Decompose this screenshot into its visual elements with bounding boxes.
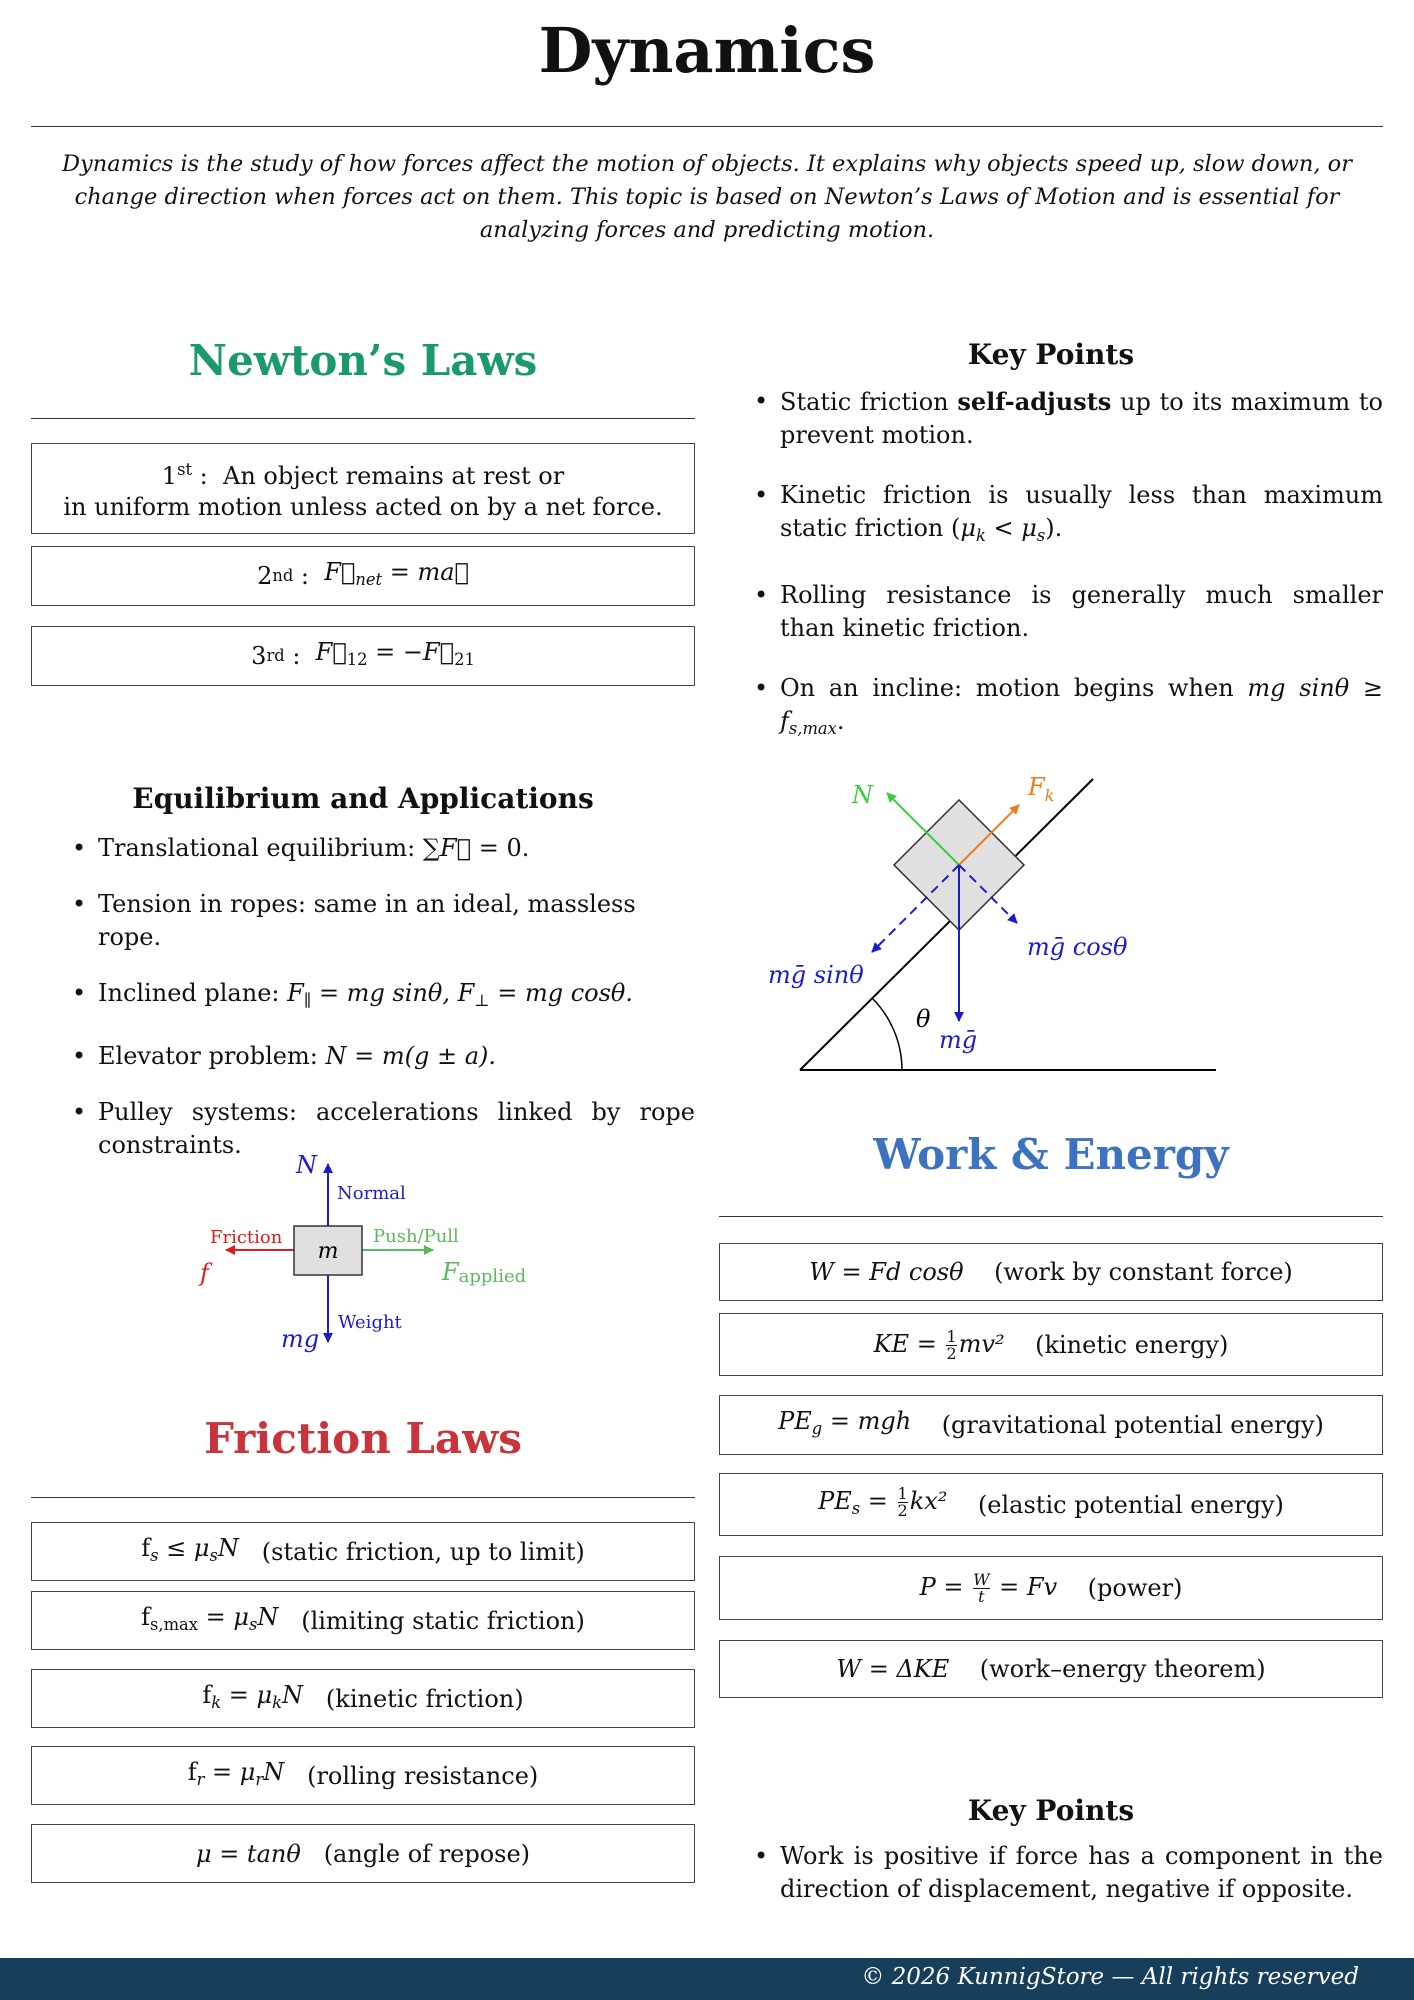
friction-repose-desc: (angle of repose): [323, 1839, 531, 1868]
equilibrium-elevator: [70, 1040, 695, 1073]
free-body-diagram: [190, 1140, 550, 1360]
friction-limiting-math: [141, 1601, 278, 1641]
friction-limiting-desc: (limiting static friction): [301, 1606, 585, 1635]
fk-k: k: [1044, 786, 1055, 805]
f3-sub2: k: [272, 1692, 283, 1712]
footer-copyright: © 2026 KunnigStore — All rights reserved: [861, 1964, 1359, 1990]
kp2-end: ).: [1045, 514, 1063, 542]
fbd-label-n: N: [296, 1151, 317, 1179]
eq4-math: N = m(g ± a).: [325, 1041, 496, 1070]
f2-sub: s,max: [150, 1614, 198, 1634]
kinetic-energy-math: [874, 1328, 1005, 1362]
friction-static-desc: (static friction, up to limit): [261, 1537, 585, 1566]
key-points-list-2: [752, 1840, 1383, 1906]
w4-a: PE: [818, 1486, 852, 1515]
equilibrium-heading: Equilibrium and Applications: [132, 782, 594, 815]
eq3-m1: = mg sinθ,: [311, 979, 458, 1007]
work-constant-force-box: [719, 1243, 1383, 1301]
power-box: [719, 1556, 1383, 1620]
f2-a: f: [141, 1602, 151, 1631]
f3-c: N: [282, 1680, 304, 1709]
w2-b: mv²: [958, 1329, 1005, 1358]
kinetic-energy-desc: (kinetic energy): [1035, 1330, 1229, 1359]
w3-a: PE: [778, 1407, 812, 1436]
fbd-label-f-applied: [441, 1258, 526, 1287]
newton-first-law-line1: 1st : An object remains at rest or: [161, 459, 565, 490]
intro-paragraph: Dynamics is the study of how forces affect the motion of objects. It explains why objects speed up, slow down, or change direction when forces act on them. This topic is based on Newton’s Laws of Motion and is essential for analyzing forces and predicting motion.: [61, 151, 1352, 243]
friction-kinetic-math: [202, 1679, 303, 1719]
elastic-pe-desc: (elastic potential energy): [977, 1490, 1284, 1519]
fbd-label-m: m: [317, 1239, 339, 1264]
third-law-sub2: 21: [454, 649, 475, 669]
third-ordinal-suffix: rd: [266, 646, 285, 665]
f1-a: f: [141, 1533, 151, 1562]
eq3-text: Inclined plane:: [98, 979, 288, 1007]
power-desc: (power): [1087, 1574, 1183, 1602]
footer-bar: [0, 1958, 1414, 2000]
third-law-eq: = −: [375, 638, 423, 667]
w2-a: KE =: [873, 1329, 945, 1358]
kp4-math: mg sinθ ≥ f: [780, 673, 1383, 735]
w4-c: kx²: [909, 1486, 948, 1515]
key-points-list-1: [752, 385, 1383, 745]
newton-third-law-box: 3 rd : $F⃗_{12}$ = $-F⃗_{21}$: [31, 626, 695, 686]
f2-b: = μ: [197, 1602, 249, 1631]
equilibrium-inclined-plane: [70, 977, 695, 1017]
eq3-m2: = mg cosθ.: [489, 979, 633, 1007]
kp1-c: up to its maximum to prevent motion.: [780, 388, 1383, 449]
newtons-laws-heading: Newton’s Laws: [188, 336, 538, 385]
key-points-heading-1: Key Points: [967, 338, 1135, 371]
eq3-f1: F: [287, 979, 304, 1007]
f4-a: f: [187, 1757, 197, 1786]
power-math: [920, 1571, 1058, 1605]
work-constant-force-desc: (work by constant force): [994, 1258, 1293, 1286]
third-law-sub1: 12: [346, 649, 368, 669]
w3-b: = mgh: [822, 1407, 912, 1436]
friction-laws-heading: Friction Laws: [204, 1414, 522, 1463]
w5-b: = Fv: [991, 1573, 1058, 1601]
equilibrium-translational: [70, 832, 695, 865]
incline-label-fk: [1027, 773, 1054, 805]
f4-sub: r: [196, 1769, 205, 1789]
w5-num: W: [973, 1570, 990, 1589]
kinetic-energy-box: [719, 1313, 1383, 1376]
eq3-perp: ⊥: [474, 990, 490, 1010]
first-ordinal-suffix: st: [177, 459, 193, 479]
kp1-bold: self-adjusts: [957, 387, 1112, 416]
elastic-pe-box: [719, 1473, 1383, 1536]
fapp-f: F: [442, 1258, 459, 1286]
f1-sub2: s: [209, 1545, 218, 1565]
friction-repose-math: μ = tanθ: [195, 1839, 301, 1868]
w3-sub: g: [811, 1418, 823, 1438]
title-divider: [31, 126, 1383, 127]
key-points-heading-2: Key Points: [967, 1794, 1135, 1827]
third-law-equation: $F⃗_{12}$ = $-F⃗_{21}$: [315, 638, 475, 669]
work-energy-divider: [719, 1216, 1383, 1217]
work-energy-theorem-math: W = ΔKE: [836, 1655, 950, 1683]
gravitational-pe-desc: (gravitational potential energy): [941, 1411, 1324, 1439]
newtons-laws-divider: [31, 418, 695, 419]
kp2-text: Kinetic friction is usually less than maximum static friction (: [780, 481, 1383, 542]
w5-den: t: [978, 1587, 985, 1606]
key-point-work-sign: • Work is positive if force has a component in the direction of displacement, negative if opposite.: [752, 1840, 1383, 1906]
incline-label-sin: mḡ sinθ: [768, 961, 864, 989]
friction-laws-divider: [31, 1497, 695, 1498]
newton-second-law-box: 2 nd : $F⃗_{net}$ = ma: [31, 546, 695, 606]
fbd-label-push: Push/Pull: [373, 1226, 459, 1247]
friction-rolling-math: [188, 1756, 284, 1796]
friction-limiting-box: [31, 1591, 695, 1650]
w2-den: 2: [946, 1343, 957, 1363]
w2-num: 1: [946, 1326, 957, 1346]
second-ordinal-suffix: nd: [272, 566, 294, 585]
f3-sub: k: [211, 1692, 222, 1712]
incline-diagram: [740, 760, 1240, 1080]
f2-sub2: s: [248, 1614, 258, 1634]
kp2-mu: μ: [960, 514, 976, 542]
w4-den: 2: [897, 1500, 908, 1520]
f2-c: N: [257, 1602, 279, 1631]
equilibrium-pulley: • Pulley systems: accelerations linked by rope constraints.: [70, 1096, 695, 1162]
work-energy-theorem-desc: (work–energy theorem): [979, 1655, 1266, 1683]
friction-static-box: [31, 1522, 695, 1581]
third-ordinal: 3: [251, 642, 267, 670]
key-point-kinetic-friction: [752, 479, 1383, 552]
w4-sub: s: [851, 1498, 861, 1518]
friction-rolling-box: [31, 1746, 695, 1805]
eq1-f: F: [440, 834, 472, 862]
theta-arc: [872, 998, 902, 1070]
newton-first-law-box: [31, 443, 695, 534]
w4-b: =: [860, 1486, 896, 1515]
incline-label-theta: θ: [916, 1005, 931, 1033]
equilibrium-list: [70, 832, 695, 1162]
eq1-end: = 0.: [471, 834, 530, 862]
f4-c: N: [263, 1757, 285, 1786]
f4-b: = μ: [204, 1757, 256, 1786]
eq1-text: Translational equilibrium: ∑: [98, 834, 441, 862]
first-law-text-1: An object remains at rest or: [223, 461, 565, 490]
w5-a: P =: [919, 1573, 972, 1601]
page-title: Dynamics: [538, 14, 876, 87]
f4-sub2: r: [255, 1769, 264, 1789]
fbd-label-normal: Normal: [337, 1183, 406, 1204]
key-point-incline: [752, 672, 1383, 745]
f3-a: f: [202, 1680, 212, 1709]
fk-f: F: [1028, 773, 1045, 801]
second-law-equation: $F⃗_{net}$ = ma: [324, 558, 469, 589]
friction-rolling-desc: (rolling resistance): [307, 1761, 539, 1790]
elastic-pe-math: [818, 1485, 947, 1525]
kp4-sub: s,max: [788, 718, 837, 738]
f1-c: N: [217, 1533, 239, 1562]
incline-label-n: N: [852, 781, 873, 809]
second-ordinal: 2: [257, 562, 273, 590]
fbd-label-friction: Friction: [210, 1227, 283, 1248]
kp2-s: s: [1036, 525, 1046, 545]
kp1-a: Static friction: [780, 388, 958, 416]
second-law-rhs: = ma: [389, 558, 469, 587]
first-ordinal: 1: [161, 461, 178, 490]
w4-num: 1: [897, 1483, 908, 1503]
w2-fraction: [946, 1326, 957, 1363]
f1-sub: s: [150, 1545, 159, 1565]
incline-label-mg: mḡ: [939, 1026, 978, 1054]
fapp-sub: applied: [458, 1266, 527, 1287]
eq1-vector: [440, 834, 471, 862]
key-point-static-friction: [752, 385, 1383, 452]
eq4-text: Elevator problem:: [98, 1041, 326, 1070]
fbd-label-weight: Weight: [338, 1312, 402, 1333]
kp4-text: On an incline: motion begins when: [780, 673, 1248, 702]
fbd-label-f: f: [200, 1259, 209, 1287]
second-law-net-sub: net: [355, 569, 383, 589]
key-point-rolling-resistance: • Rolling resistance is generally much smaller than kinetic friction.: [752, 579, 1383, 645]
work-energy-heading: Work & Energy: [873, 1130, 1229, 1179]
friction-kinetic-desc: (kinetic friction): [325, 1684, 524, 1713]
incline-label-cos: mḡ cosθ: [1027, 933, 1128, 961]
friction-static-math: [141, 1532, 239, 1572]
eq3-f2: F: [457, 979, 475, 1007]
gravitational-pe-math: [778, 1405, 911, 1445]
friction-kinetic-box: [31, 1669, 695, 1728]
friction-repose-box: [31, 1824, 695, 1883]
kp4-end: .: [836, 706, 845, 735]
newton-first-law-line2: in uniform motion unless acted on by a net force.: [63, 493, 663, 522]
equilibrium-tension: • Tension in ropes: same in an ideal, massless rope.: [70, 888, 695, 954]
gravitational-pe-box: [719, 1395, 1383, 1455]
eq3-par: ∥: [303, 990, 312, 1010]
kp2-k: k: [975, 525, 986, 545]
work-constant-force-math: W = Fd cosθ: [809, 1258, 964, 1286]
fbd-label-mg: mg: [281, 1325, 320, 1353]
w4-fraction: [897, 1483, 908, 1520]
kp2-lt: < μ: [985, 514, 1037, 542]
f1-b: ≤ μ: [158, 1533, 210, 1562]
f3-b: = μ: [221, 1680, 273, 1709]
w5-fraction: [973, 1572, 989, 1605]
work-energy-theorem-box: [719, 1640, 1383, 1698]
